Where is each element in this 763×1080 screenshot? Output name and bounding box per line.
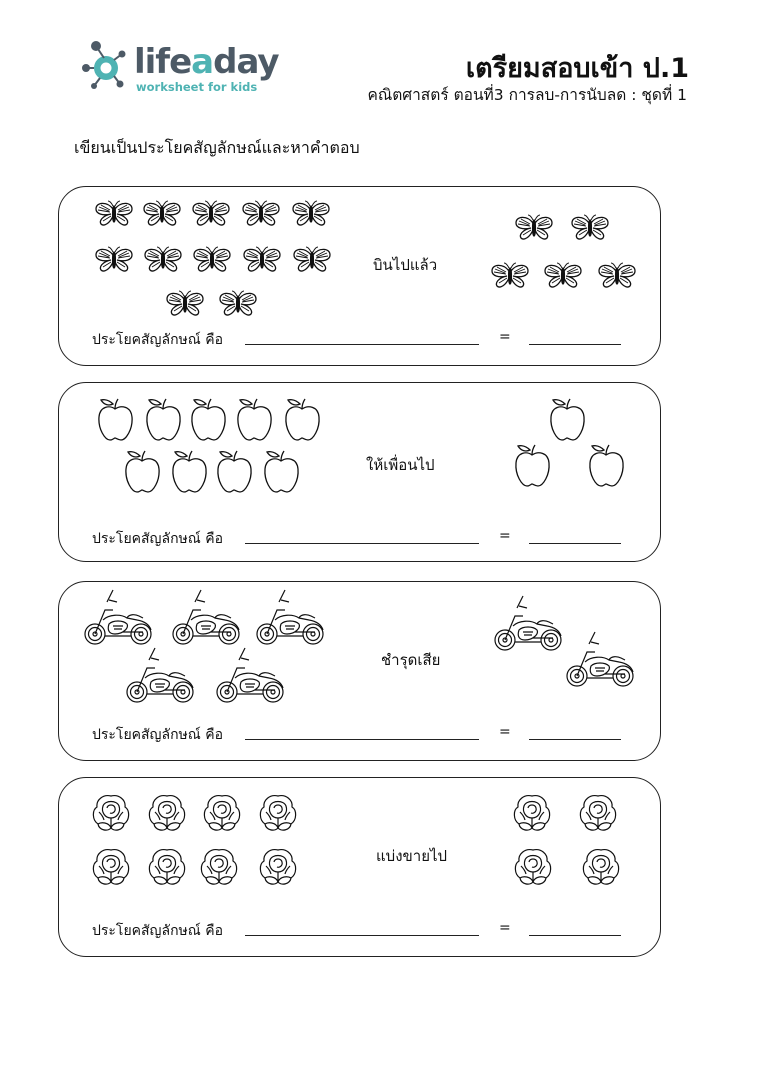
butterfly-icon [194,247,230,271]
apple-icon [173,451,206,492]
items-group-right [512,792,632,896]
motorcycle-icon [85,590,151,644]
motorcycle-icon [495,596,561,650]
motorcycle-icon [127,648,193,702]
cabbage-icon [515,850,550,884]
action-label: บินไปแล้ว [373,256,438,274]
items-group-left [97,397,327,501]
result-answer-line[interactable] [529,543,621,544]
equals-sign: = [499,329,511,345]
sentence-label: ประโยคสัญลักษณ์ คือ [92,332,223,348]
sentence-answer-line[interactable] [245,543,479,544]
apple-icon [516,445,549,486]
logo-word-a: a [191,42,214,82]
apple-icon [590,445,623,486]
action-label: แบ่งขายไป [376,847,448,865]
cabbage-icon [93,796,128,830]
result-answer-line[interactable] [529,739,621,740]
butterfly-icon [599,263,635,287]
items-group-left [91,792,311,896]
butterfly-icon [144,201,180,225]
butterfly-icon [193,201,229,225]
sentence-label: ประโยคสัญลักษณ์ คือ [92,531,223,547]
butterfly-icon [96,247,132,271]
items-group-left [95,201,355,325]
cabbage-icon [580,796,615,830]
apple-icon [218,451,251,492]
motorcycle-icon [567,632,633,686]
problem-card-2 [58,382,661,562]
apple-icon [265,451,298,492]
sentence-answer-line[interactable] [245,344,479,345]
logo-tagline: worksheet for kids [136,80,258,94]
apple-icon [147,399,180,440]
apple-icon [99,399,132,440]
cabbage-icon [149,796,184,830]
motorcycle-icon [217,648,283,702]
result-answer-line[interactable] [529,935,621,936]
problem-card-4 [58,777,661,957]
apple-icon [286,399,319,440]
sentence-label: ประโยคสัญลักษณ์ คือ [92,923,223,939]
cabbage-icon [583,850,618,884]
instruction-text: เขียนเป็นประโยคสัญลักษณ์และหาคำตอบ [74,138,360,157]
items-group-right [487,215,647,299]
cabbage-icon [201,850,236,884]
equals-sign: = [499,528,511,544]
page-subtitle: คณิตศาสตร์ ตอนที่3 การลบ-การนับลด : ชุดที่ 1 [367,86,687,104]
butterfly-icon [167,291,203,315]
cabbage-icon [260,850,295,884]
butterfly-icon [243,201,279,225]
butterfly-icon [293,201,329,225]
butterfly-icon [145,247,181,271]
apple-icon [238,399,271,440]
butterfly-icon [220,291,256,315]
page-title: เตรียมสอบเข้า ป.1 [465,53,689,84]
sentence-answer-line[interactable] [245,739,479,740]
items-group-left [83,590,333,714]
problem-card-3 [58,581,661,761]
sentence-label: ประโยคสัญลักษณ์ คือ [92,727,223,743]
butterfly-icon [244,247,280,271]
action-label: ให้เพื่อนไป [366,456,435,474]
result-answer-line[interactable] [529,344,621,345]
apple-icon [551,399,584,440]
logo-wordmark [134,42,279,82]
sentence-answer-line[interactable] [245,935,479,936]
apple-icon [192,399,225,440]
cabbage-icon [93,850,128,884]
equals-sign: = [499,920,511,936]
brand-logo [82,38,282,98]
action-label: ชำรุดเสีย [381,651,441,669]
cabbage-icon [260,796,295,830]
cabbage-icon [149,850,184,884]
butterfly-icon [516,215,552,239]
cabbage-icon [204,796,239,830]
items-group-right [493,596,643,700]
problem-card-1 [58,186,661,366]
logo-word-life: life [134,42,192,82]
equals-sign: = [499,724,511,740]
butterfly-icon [492,263,528,287]
motorcycle-icon [257,590,323,644]
logo-molecule-icon [82,38,132,92]
cabbage-icon [514,796,549,830]
butterfly-icon [545,263,581,287]
butterfly-icon [572,215,608,239]
items-group-right [513,397,633,496]
butterfly-icon [294,247,330,271]
apple-icon [126,451,159,492]
logo-word-day: day [213,42,279,82]
butterfly-icon [96,201,132,225]
motorcycle-icon [173,590,239,644]
